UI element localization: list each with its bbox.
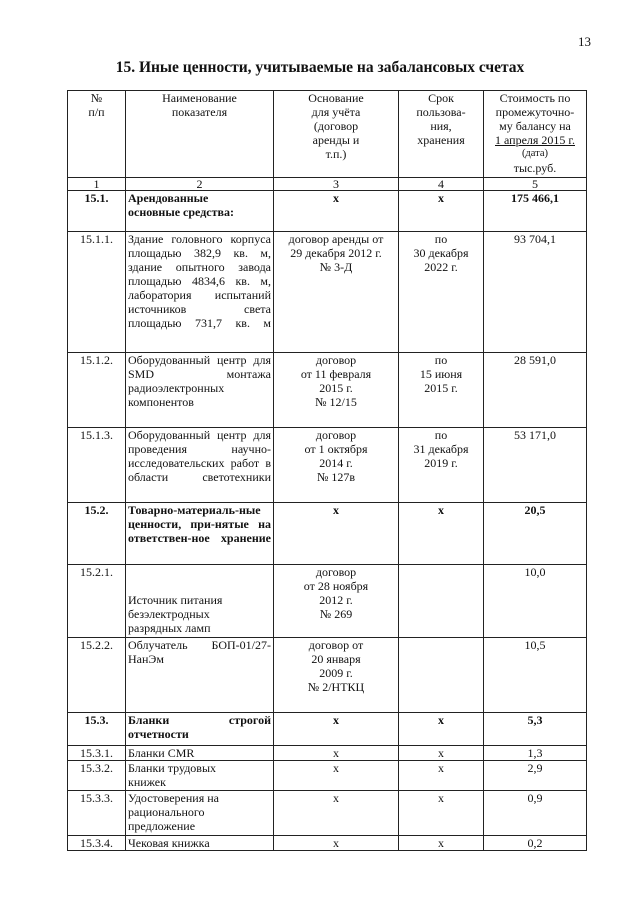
table-row — [68, 836, 587, 851]
header-value — [484, 91, 587, 178]
row-name: Источник питания безэлектродных разрядных ламп — [126, 565, 274, 638]
row-term: x — [399, 713, 484, 746]
column-number: 1 — [68, 178, 126, 191]
row-name: Бланки CMR — [126, 746, 274, 761]
row-value: 10,0 — [484, 565, 587, 638]
header-value-label: Стоимость по промежуточно- му балансу на — [495, 91, 575, 133]
row-value: 5,3 — [484, 713, 587, 746]
row-basis: договор от 20 января 2009 г. № 2/НТКЦ — [274, 638, 399, 713]
header-term: Срок пользова- ния, хранения — [399, 91, 484, 178]
column-number: 5 — [484, 178, 587, 191]
page-number: 13 — [578, 34, 591, 49]
row-name: Арендованные основные средства: — [126, 191, 274, 232]
header-number: № п/п — [68, 91, 126, 178]
table-row — [68, 428, 587, 503]
table-row — [68, 353, 587, 428]
row-number: 15.3.1. — [68, 746, 126, 761]
column-number-row — [68, 178, 587, 191]
row-term — [399, 638, 484, 713]
row-value: 1,3 — [484, 746, 587, 761]
table-row — [68, 761, 587, 791]
row-name: Удостоверения на рационального предложение — [126, 791, 274, 836]
row-name: Облучатель БОП-01/27-НанЭм — [126, 638, 274, 713]
column-number: 3 — [274, 178, 399, 191]
row-basis: x — [274, 713, 399, 746]
row-name: Бланки строгой отчетности — [126, 713, 274, 746]
row-number: 15.1.2. — [68, 353, 126, 428]
row-value: 0,9 — [484, 791, 587, 836]
table-row — [68, 746, 587, 761]
row-basis: договор от 1 октября 2014 г. № 127в — [274, 428, 399, 503]
header-value-unit: тыс.руб. — [513, 161, 557, 175]
row-name: Оборудованный центр для проведения научно-исследовательских работ в области светотехники — [126, 428, 274, 503]
page-title: 15. Иные ценности, учитываемые на забалансовых счетах — [115, 59, 525, 76]
table-header-row — [68, 91, 587, 178]
row-term: по 31 декабря 2019 г. — [399, 428, 484, 503]
row-basis: x — [274, 761, 399, 791]
row-term: x — [399, 761, 484, 791]
row-value: 20,5 — [484, 503, 587, 565]
header-value-date: 1 апреля 2015 г. — [495, 133, 575, 147]
row-basis: x — [274, 836, 399, 851]
row-name: Товарно-материаль-ные ценности, при-нятые на ответствен-ное хранение — [126, 503, 274, 565]
row-value: 2,9 — [484, 761, 587, 791]
row-number: 15.3.2. — [68, 761, 126, 791]
row-number: 15.3.3. — [68, 791, 126, 836]
row-basis: х — [274, 503, 399, 565]
column-number: 2 — [126, 178, 274, 191]
row-value: 53 171,0 — [484, 428, 587, 503]
row-name: Здание головного корпуса площадью 382,9 кв. м, здание опытного завода площадью 4834,6 кв. м, лаборатория испытаний источников света площадью 731,7 кв. м — [126, 232, 274, 353]
row-term: х — [399, 191, 484, 232]
row-term: по 15 июня 2015 г. — [399, 353, 484, 428]
row-basis: x — [274, 791, 399, 836]
header-name: Наименование показателя — [126, 91, 274, 178]
column-number: 4 — [399, 178, 484, 191]
row-term: по 30 декабря 2022 г. — [399, 232, 484, 353]
table-row — [68, 191, 587, 232]
row-value: 93 704,1 — [484, 232, 587, 353]
header-value-date-note: (дата) — [521, 148, 549, 159]
row-number: 15.2.1. — [68, 565, 126, 638]
row-value: 175 466,1 — [484, 191, 587, 232]
table-row — [68, 638, 587, 713]
table-row — [68, 791, 587, 836]
row-value: 10,5 — [484, 638, 587, 713]
row-term: х — [399, 503, 484, 565]
row-number: 15.3. — [68, 713, 126, 746]
row-term: x — [399, 746, 484, 761]
row-value: 28 591,0 — [484, 353, 587, 428]
row-name: Оборудованный центр для SMD монтажа радиоэлектронных компонентов — [126, 353, 274, 428]
row-name: Бланки трудовых книжек — [126, 761, 274, 791]
table-row — [68, 232, 587, 353]
row-number: 15.1.3. — [68, 428, 126, 503]
row-value: 0,2 — [484, 836, 587, 851]
table-row — [68, 713, 587, 746]
row-number: 15.2. — [68, 503, 126, 565]
header-basis: Основание для учёта (договор аренды и т.п.) — [274, 91, 399, 178]
row-basis: договор от 28 ноября 2012 г. № 269 — [274, 565, 399, 638]
row-basis: договор от 11 февраля 2015 г. № 12/15 — [274, 353, 399, 428]
row-basis: договор аренды от 29 декабря 2012 г. № 3-Д — [274, 232, 399, 353]
row-term: x — [399, 791, 484, 836]
row-number: 15.2.2. — [68, 638, 126, 713]
off-balance-table — [67, 90, 587, 851]
table-row — [68, 503, 587, 565]
row-term: x — [399, 836, 484, 851]
row-basis: x — [274, 746, 399, 761]
row-term — [399, 565, 484, 638]
row-name: Чековая книжка — [126, 836, 274, 851]
row-number: 15.3.4. — [68, 836, 126, 851]
row-number: 15.1.1. — [68, 232, 126, 353]
row-number: 15.1. — [68, 191, 126, 232]
row-basis: х — [274, 191, 399, 232]
table-row — [68, 565, 587, 638]
